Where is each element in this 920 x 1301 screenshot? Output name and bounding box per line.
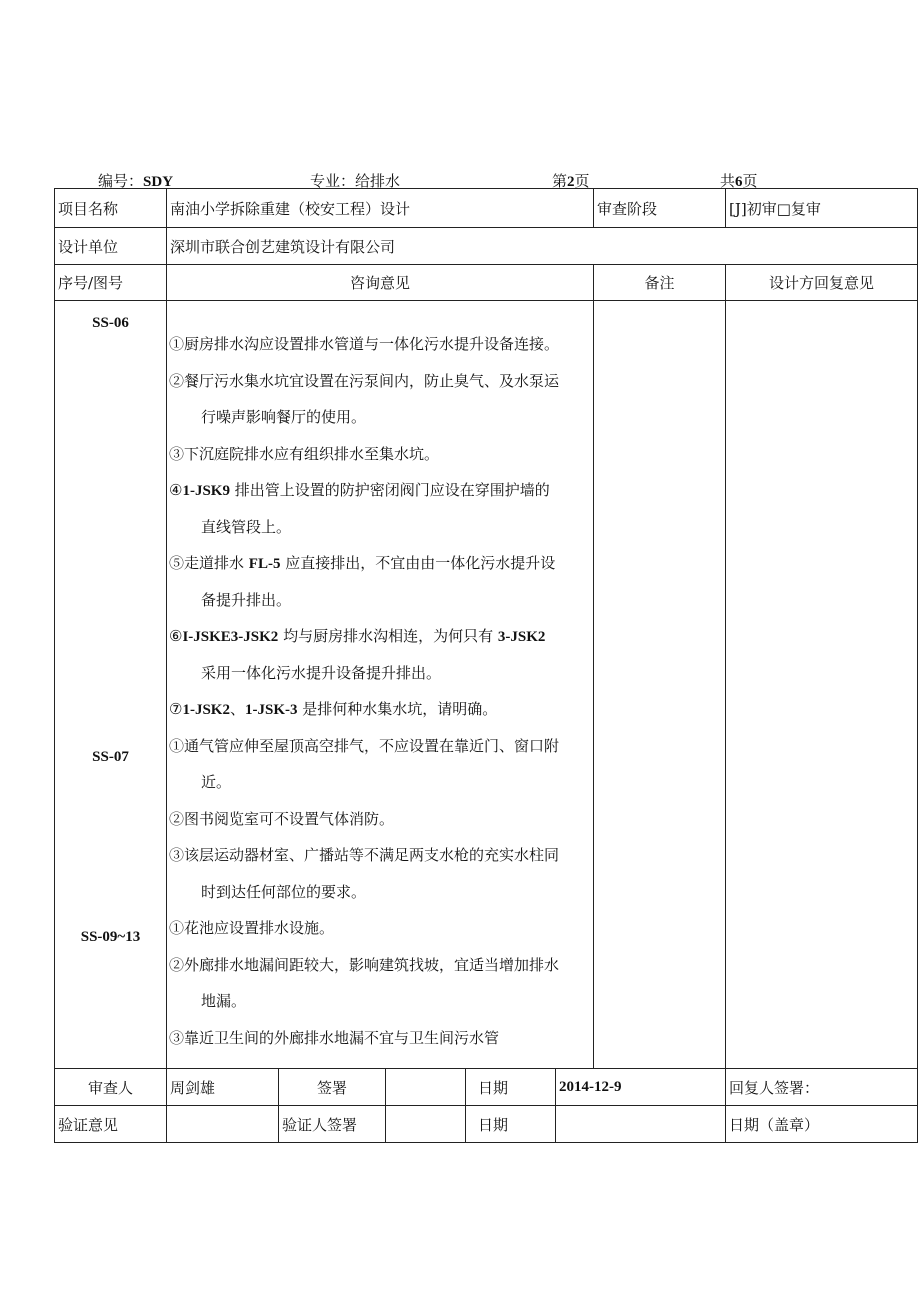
opinion-line: 备提升排出。 [201,590,292,609]
opinion-line: 直线管段上。 [201,517,292,536]
page-total: 共6页 [720,172,758,190]
opinion-line: ③该层运动器材室、广播站等不满足两支水枪的充实水柱同 [169,846,560,864]
column-header-reply: 设计方回复意见 [726,265,918,301]
review-form [54,188,918,1143]
major: 专业：给排水 [310,172,401,190]
opinion-line: ④1-JSK9 排出管上设置的防护密闭阀门应设在穿围护墙的 [169,481,550,499]
drawing-code: SS-06 [92,315,129,331]
project-name-label: 项目名称 [55,189,167,228]
reply-sign-label: 回复人签署： [726,1069,918,1106]
doc-number-value: SDY [143,174,174,190]
verifier-sign-value[interactable] [386,1106,466,1143]
sign-label: 签署 [279,1069,386,1106]
opinion-line: ①花池应设置排水设施。 [169,919,335,937]
doc-number: 编号：SDY [98,172,174,190]
reviewer-label: 审查人 [55,1069,167,1106]
sign-value[interactable] [386,1069,466,1106]
opinion-line: ③下沉庭院排水应有组织排水至集水坑。 [169,444,440,463]
date-label-2: 日期 [466,1106,556,1143]
verifier-sign-label: 验证人签署 [279,1106,386,1143]
opinion-line: ⑤走道排水 FL-5 应直接排出，不宜由由一体化污水提升设 [169,554,556,572]
date-stamp-label: 日期（盖章） [726,1106,918,1143]
project-name-value: 南油小学拆除重建（校安工程）设计 [167,189,594,228]
opinion-line: ①厨房排水沟应设置排水管道与一体化污水提升设备连接。 [169,335,560,353]
opinion-line: 近。 [201,773,232,791]
date-value-2[interactable] [556,1106,726,1143]
opinion-line: 行噪声影响餐厅的使用。 [201,408,367,426]
verify-value[interactable] [167,1106,279,1143]
review-stage-label: 审查阶段 [594,189,726,228]
design-unit-label: 设计单位 [55,228,167,265]
opinion-line: ⑥I-JSKE3-JSK2 均与厨房排水沟相连，为何只有 3-JSK2 [169,627,546,645]
remark-cell[interactable] [594,301,726,1069]
column-header-remark: 备注 [594,265,726,301]
opinion-cell [167,301,594,1069]
opinion-line: ③靠近卫生间的外廊排水地漏不宜与卫生间污水管 [169,1028,500,1047]
reply-cell[interactable] [726,301,918,1069]
drawing-code: SS-07 [92,749,129,765]
seq-cell [55,301,167,1069]
opinion-line: ①通气管应伸至屋顶高空排气，不应设置在靠近门、窗口附 [169,736,560,755]
review-stage-value: [J]初审□复审 [726,189,918,228]
opinion-line: ②图书阅览室可不设置气体消防。 [169,809,395,828]
opinion-line: 地漏。 [201,992,247,1010]
opinion-line: 采用一体化污水提升设备提升排出。 [201,663,442,682]
verify-label: 验证意见 [55,1106,167,1143]
column-header-seq: 序号/图号 [55,265,167,301]
page-number: 第2页 [552,172,590,190]
opinion-line: ②外廊排水地漏间距较大，影响建筑找坡，宜适当增加排水 [169,955,560,974]
opinion-line: 时到达任何部位的要求。 [201,882,367,901]
reviewer-value: 周剑雄 [167,1069,279,1106]
drawing-code: SS-09~13 [80,929,141,945]
design-unit-value: 深圳市联合创艺建筑设计有限公司 [167,228,918,265]
date-value: 2014-12-9 [556,1069,726,1106]
major-value: 给排水 [355,172,401,190]
opinion-line: ⑦1-JSK2、1-JSK-3 是排何种水集水坑，请明确。 [169,700,498,718]
opinion-line: ②餐厅污水集水坑宜设置在污泵间内，防止臭气、及水泵运 [169,371,560,390]
column-header-opinion: 咨询意见 [167,265,594,301]
date-label: 日期 [466,1069,556,1106]
